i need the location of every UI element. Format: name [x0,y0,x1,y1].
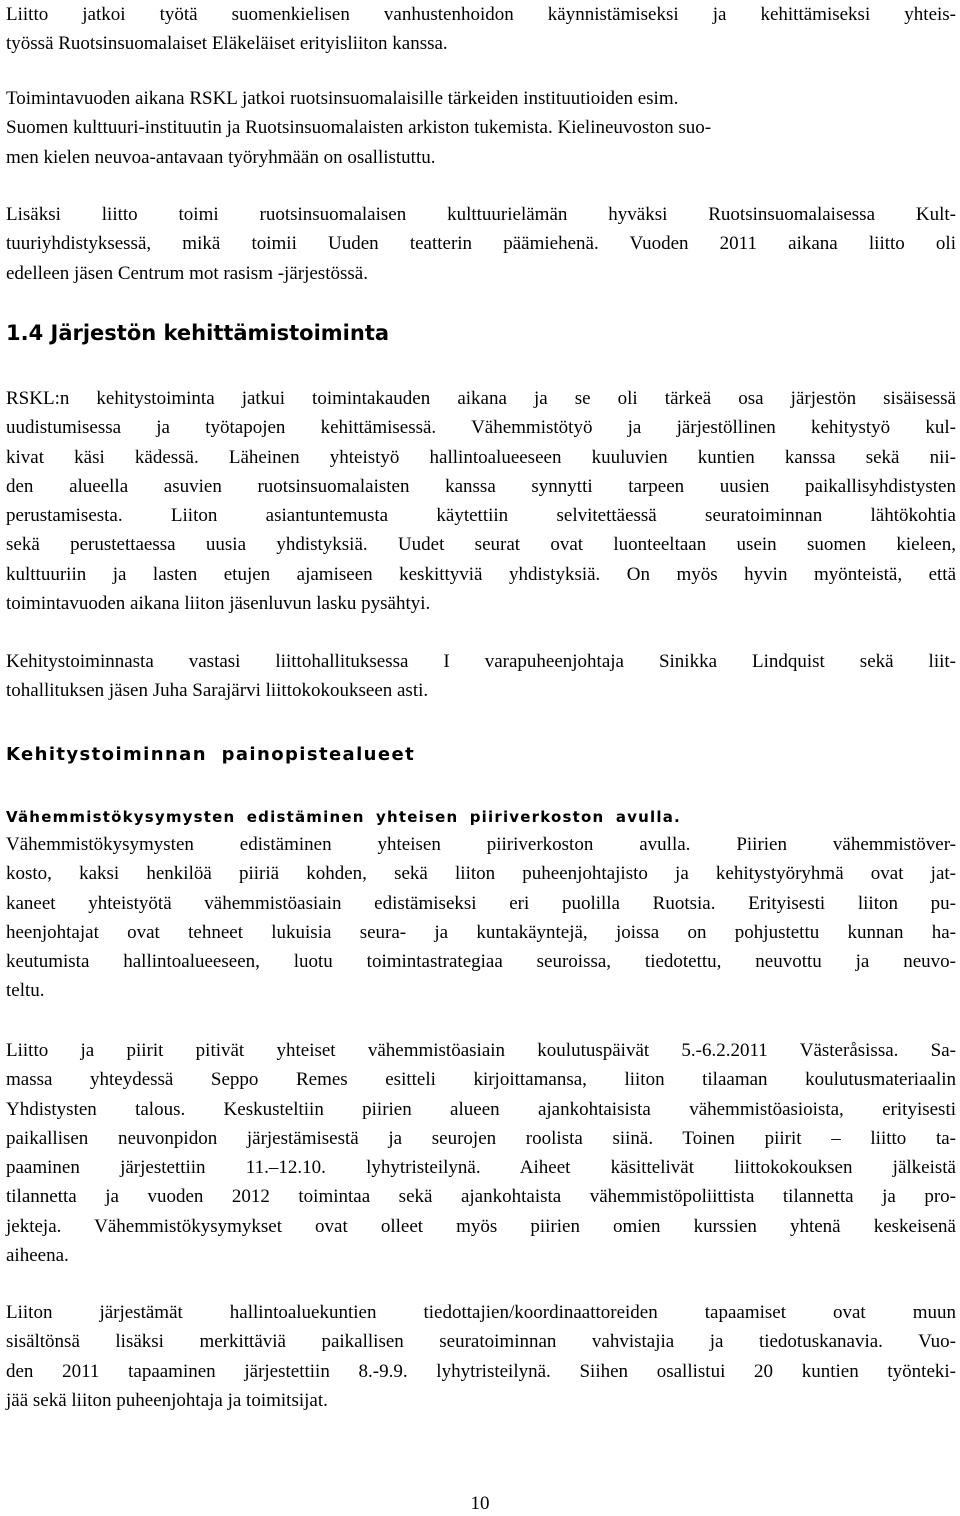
paragraph [6,1298,956,1415]
text-line: tuuriyhdistyksessä, mikä toimii Uuden teatterin päämiehenä. Vuoden 2011 aikana liitto oli [6,233,956,255]
text-line: tohallituksen jäsen Juha Sarajärvi liittokokoukseen asti. [6,680,429,702]
text-line: sisältönsä lisäksi merkittäviä paikallisen seuratoiminnan vahvistajia ja tiedotuskanavia. Vuo- [6,1331,956,1353]
text-line: paikallisen neuvonpidon järjestämisestä ja seurojen roolista siinä. Toinen piirit – liitto ta- [6,1127,956,1149]
page-number: 10 [470,1493,490,1514]
paragraph [6,1036,956,1270]
text-line: Toimintavuoden aikana RSKL jatkoi ruotsinsuomalaisille tärkeiden instituutioiden esim. [6,88,679,109]
text-line: teltu. [6,980,45,1002]
text-line: tilannetta ja vuoden 2012 toimintaa sekä ajankohtaista vähemmistöpoliittista tilannetta ja pro- [6,1186,956,1208]
text-line: den alueella asuvien ruotsinsuomalaisten kanssa synnytti tarpeen uusien paikallisyhdistysten [6,475,956,497]
section-heading: 1.4 Järjestön kehittämistoiminta [6,321,390,345]
paragraph [6,384,956,618]
text-line: heenjohtajat ovat tehneet lukuisia seura- ja kuntakäyntejä, joissa on pohjustettu kunnan ha- [6,921,956,943]
paragraph [6,647,956,706]
text-line: sekä perustettaessa uusia yhdistyksiä. Uudet seurat ovat luonteeltaan usein suomen kieleen, [6,534,956,556]
paragraph [6,830,956,1006]
text-line: aiheena. [6,1245,69,1267]
text-line: men kielen neuvoa-antavaan työryhmään on osallistuttu. [6,146,436,168]
text-line: Liitto ja piirit pitivät yhteiset vähemmistöasiain koulutuspäivät 5.-6.2.2011 Västeråsissa. Sa- [6,1040,956,1061]
text-line: toimintavuoden aikana liiton jäsenluvun lasku pysähtyi. [6,593,431,615]
text-line: Kehitystoiminnasta vastasi liittohallituksessa I varapuheenjohtaja Sinikka Lindquist sekä liit- [6,651,956,672]
text-line: kivat käsi kädessä. Läheinen yhteistyö hallintoalueeseen kuuluvien kuntien kanssa sekä nii- [6,446,956,468]
text-line: Yhdistysten talous. Keskusteltiin piirien alueen ajankohtaisista vähemmistöasioista, erityisesti [6,1098,956,1120]
text-line: edelleen jäsen Centrum mot rasism -järjestössä. [6,262,368,284]
text-line: kulttuuriin ja lasten etujen ajamiseen keskittyviä yhdistyksiä. On myös hyvin myönteistä, että [6,563,956,585]
text-line: Liitto jatkoi työtä suomenkielisen vanhustenhoidon käynnistämiseksi ja kehittämiseksi yhteis- [6,4,956,25]
paragraph [6,84,956,172]
text-line: Liiton järjestämät hallintoaluekuntien tiedottajien/koordinaattoreiden tapaamiset ovat muun [6,1302,956,1323]
text-line: uudistumisessa ja työtapojen kehittämisessä. Vähemmistötyö ja järjestöllinen kehitystyö kul- [6,417,956,439]
text-line: työssä Ruotsinsuomalaiset Eläkeläiset erityisliiton kanssa. [6,33,448,55]
text-line: perustamisesta. Liiton asiantuntemusta käytettiin selvitettäessä seuratoiminnan lähtökohtia [6,505,956,527]
text-line: jää sekä liiton puheenjohtaja ja toimitsijat. [6,1389,328,1411]
focus-areas-heading: Kehitystoiminnan painopistealueet [6,744,416,765]
text-line: Vähemmistökysymysten edistäminen yhteisen piiriverkoston avulla. Piirien vähemmistöver- [6,834,956,855]
text-line: jekteja. Vähemmistökysymykset ovat olleet myös piirien omien kurssien yhtenä keskeisenä [6,1215,956,1237]
paragraph [6,0,956,59]
text-line: den 2011 tapaaminen järjestettiin 8.-9.9. lyhytristeilynä. Siihen osallistui 20 kuntien työnteki- [6,1360,956,1382]
minority-issues-subheading: Vähemmistökysymysten edistäminen yhteisen piiriverkoston avulla. [6,808,681,826]
text-line: keutumista hallintoalueeseen, luotu toimintastrategiaa seuroissa, tiedotettu, neuvottu ja neuvo- [6,951,956,973]
text-line: kaneet yhteistyötä vähemmistöasiain edistämiseksi eri puolilla Ruotsia. Erityisesti liiton pu- [6,892,956,914]
text-line: kosto, kaksi henkilöä piiriä kohden, sekä liiton puheenjohtajisto ja kehitystyöryhmä ovat jat- [6,863,956,885]
text-line: RSKL:n kehitystoiminta jatkui toimintakauden aikana ja se oli tärkeä osa järjestön sisäisessä [6,388,956,409]
text-line: massa yhteydessä Seppo Remes esitteli kirjoittamansa, liiton tilaaman koulutusmateriaalin [6,1069,956,1091]
text-line: Lisäksi liitto toimi ruotsinsuomalaisen kulttuurielämän hyväksi Ruotsinsuomalaisessa Kult- [6,204,956,225]
text-line: Suomen kulttuuri-instituutin ja Ruotsinsuomalaisten arkiston tukemista. Kielineuvoston suo- [6,117,712,139]
text-line: paaminen järjestettiin 11.–12.10. lyhytristeilynä. Aiheet käsittelivät liittokokouksen jälkeistä [6,1157,956,1179]
paragraph [6,200,956,288]
